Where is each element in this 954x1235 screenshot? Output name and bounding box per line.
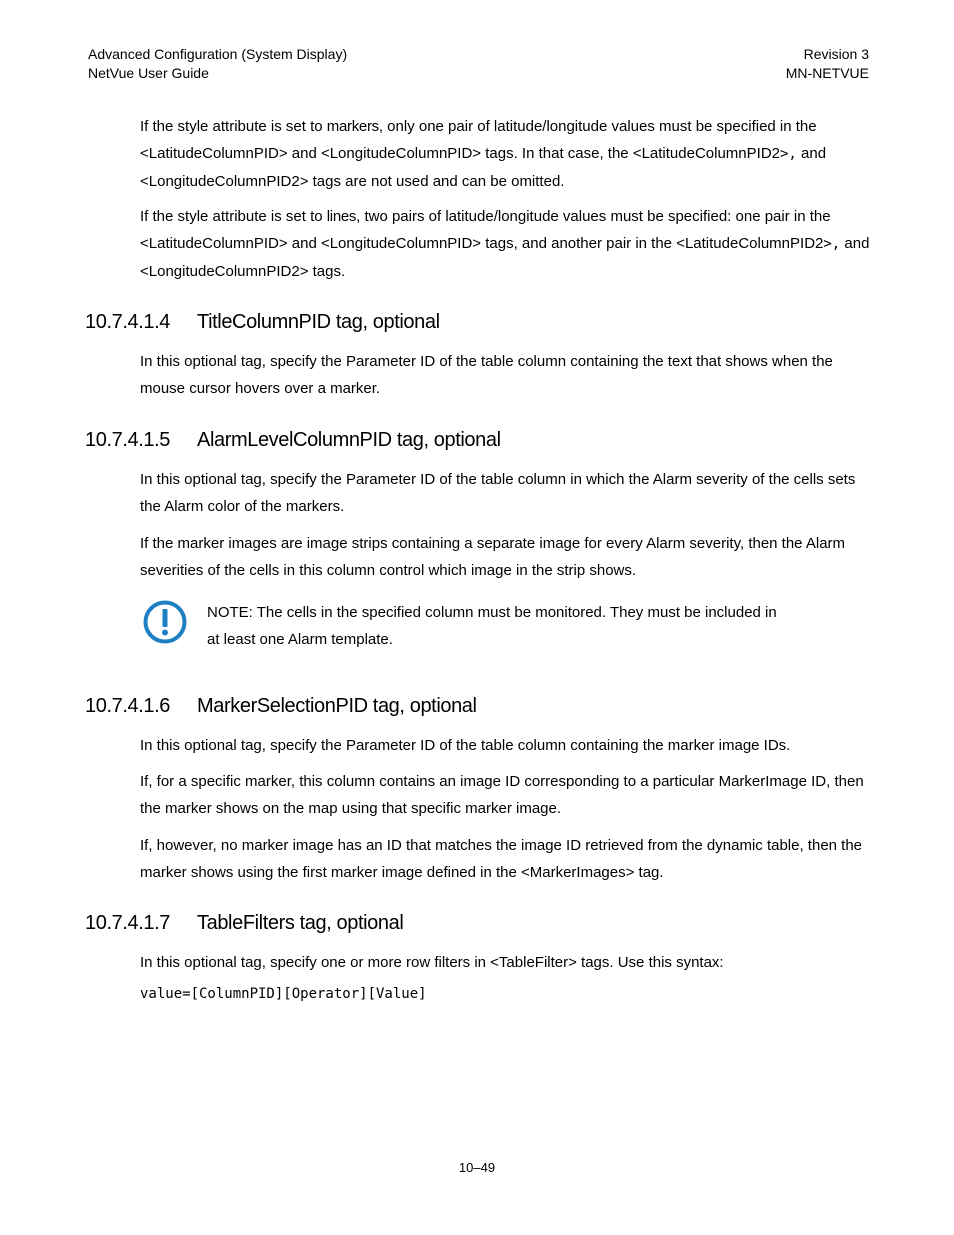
document-title: NetVue User Guide [88, 65, 209, 81]
page-number: 10–49 [458, 1160, 496, 1175]
keyword-lines: lines [326, 208, 357, 225]
chapter-title: Advanced Configuration (System Display) [88, 46, 348, 62]
section-title: MarkerSelectionPID tag, optional [197, 695, 477, 717]
paragraph-marker-selection-1: In this optional tag, specify the Parameter ID of the table column containing the marker image IDs. [140, 737, 791, 754]
section-title: AlarmLevelColumnPID tag, optional [197, 429, 501, 451]
section-heading-title-column-pid [85, 309, 440, 335]
paragraph-table-filters: In this optional tag, specify one or more row filters in <TableFilter> tags. Use this syntax: [140, 954, 724, 971]
section-heading-table-filters [85, 910, 403, 936]
paragraph-alarm-level-1: In this optional tag, specify the Parameter ID of the table column in which the Alarm severity of the cells sets the Alarm color of the markers. [140, 471, 856, 515]
section-heading-marker-selection-pid [85, 693, 477, 719]
section-title: TableFilters tag, optional [197, 912, 404, 934]
paragraph-alarm-level-2: If the marker images are image strips containing a separate image for every Alarm severity, then the Alarm severities of the cells in this column control which image in the strip shows. [140, 535, 846, 579]
section-number: 10.7.4.1.5 [85, 429, 170, 451]
revision-label: Revision 3 [803, 46, 869, 62]
paragraph-title-column-pid: In this optional tag, specify the Parameter ID of the table column containing the text that shows when the mouse cursor hovers over a marker. [140, 353, 833, 397]
section-heading-alarm-level-column-pid [85, 427, 501, 453]
paragraph-marker-selection-3: If, however, no marker image has an ID that matches the image ID retrieved from the dynamic table, then the marker shows using the first marker image defined in the <MarkerImages> tag. [140, 837, 863, 881]
section-title: TitleColumnPID tag, optional [197, 311, 440, 333]
paragraph-lines-style: If the style attribute is set to lines, two pairs of latitude/longitude values must be specified: one pair in the <LatitudeColumnPID> and <LongitudeColumnPID> tags, and another pair in the <LatitudeColumnPID2>, and <LongitudeColumnPID2> tags. [140, 208, 870, 280]
running-header-left [88, 45, 347, 83]
paragraph-marker-selection-2: If, for a specific marker, this column contains an image ID corresponding to a particular MarkerImage ID, then the marker shows on the map using that specific marker image. [140, 773, 864, 817]
exclamation-circle-icon [142, 599, 188, 645]
paragraph-markers-style: If the style attribute is set to markers, only one pair of latitude/longitude values must be specified in the <LatitudeColumnPID> and <LongitudeColumnPID> tags. In that case, the <LatitudeColumnPID2>, and <LongitudeColumnPID2> tags are not used and can be omitted. [140, 118, 827, 190]
section-number: 10.7.4.1.4 [85, 311, 170, 333]
document-number: MN-NETVUE [785, 65, 869, 81]
section-number: 10.7.4.1.7 [85, 912, 170, 934]
section-number: 10.7.4.1.6 [85, 695, 170, 717]
keyword-markers: markers [326, 118, 379, 135]
syntax-code-block: value=[ColumnPID][Operator][Value] [140, 986, 427, 1002]
note-text: NOTE: The cells in the specified column must be monitored. They must be included in at least one Alarm template. [207, 604, 777, 648]
running-header-right [786, 45, 869, 83]
